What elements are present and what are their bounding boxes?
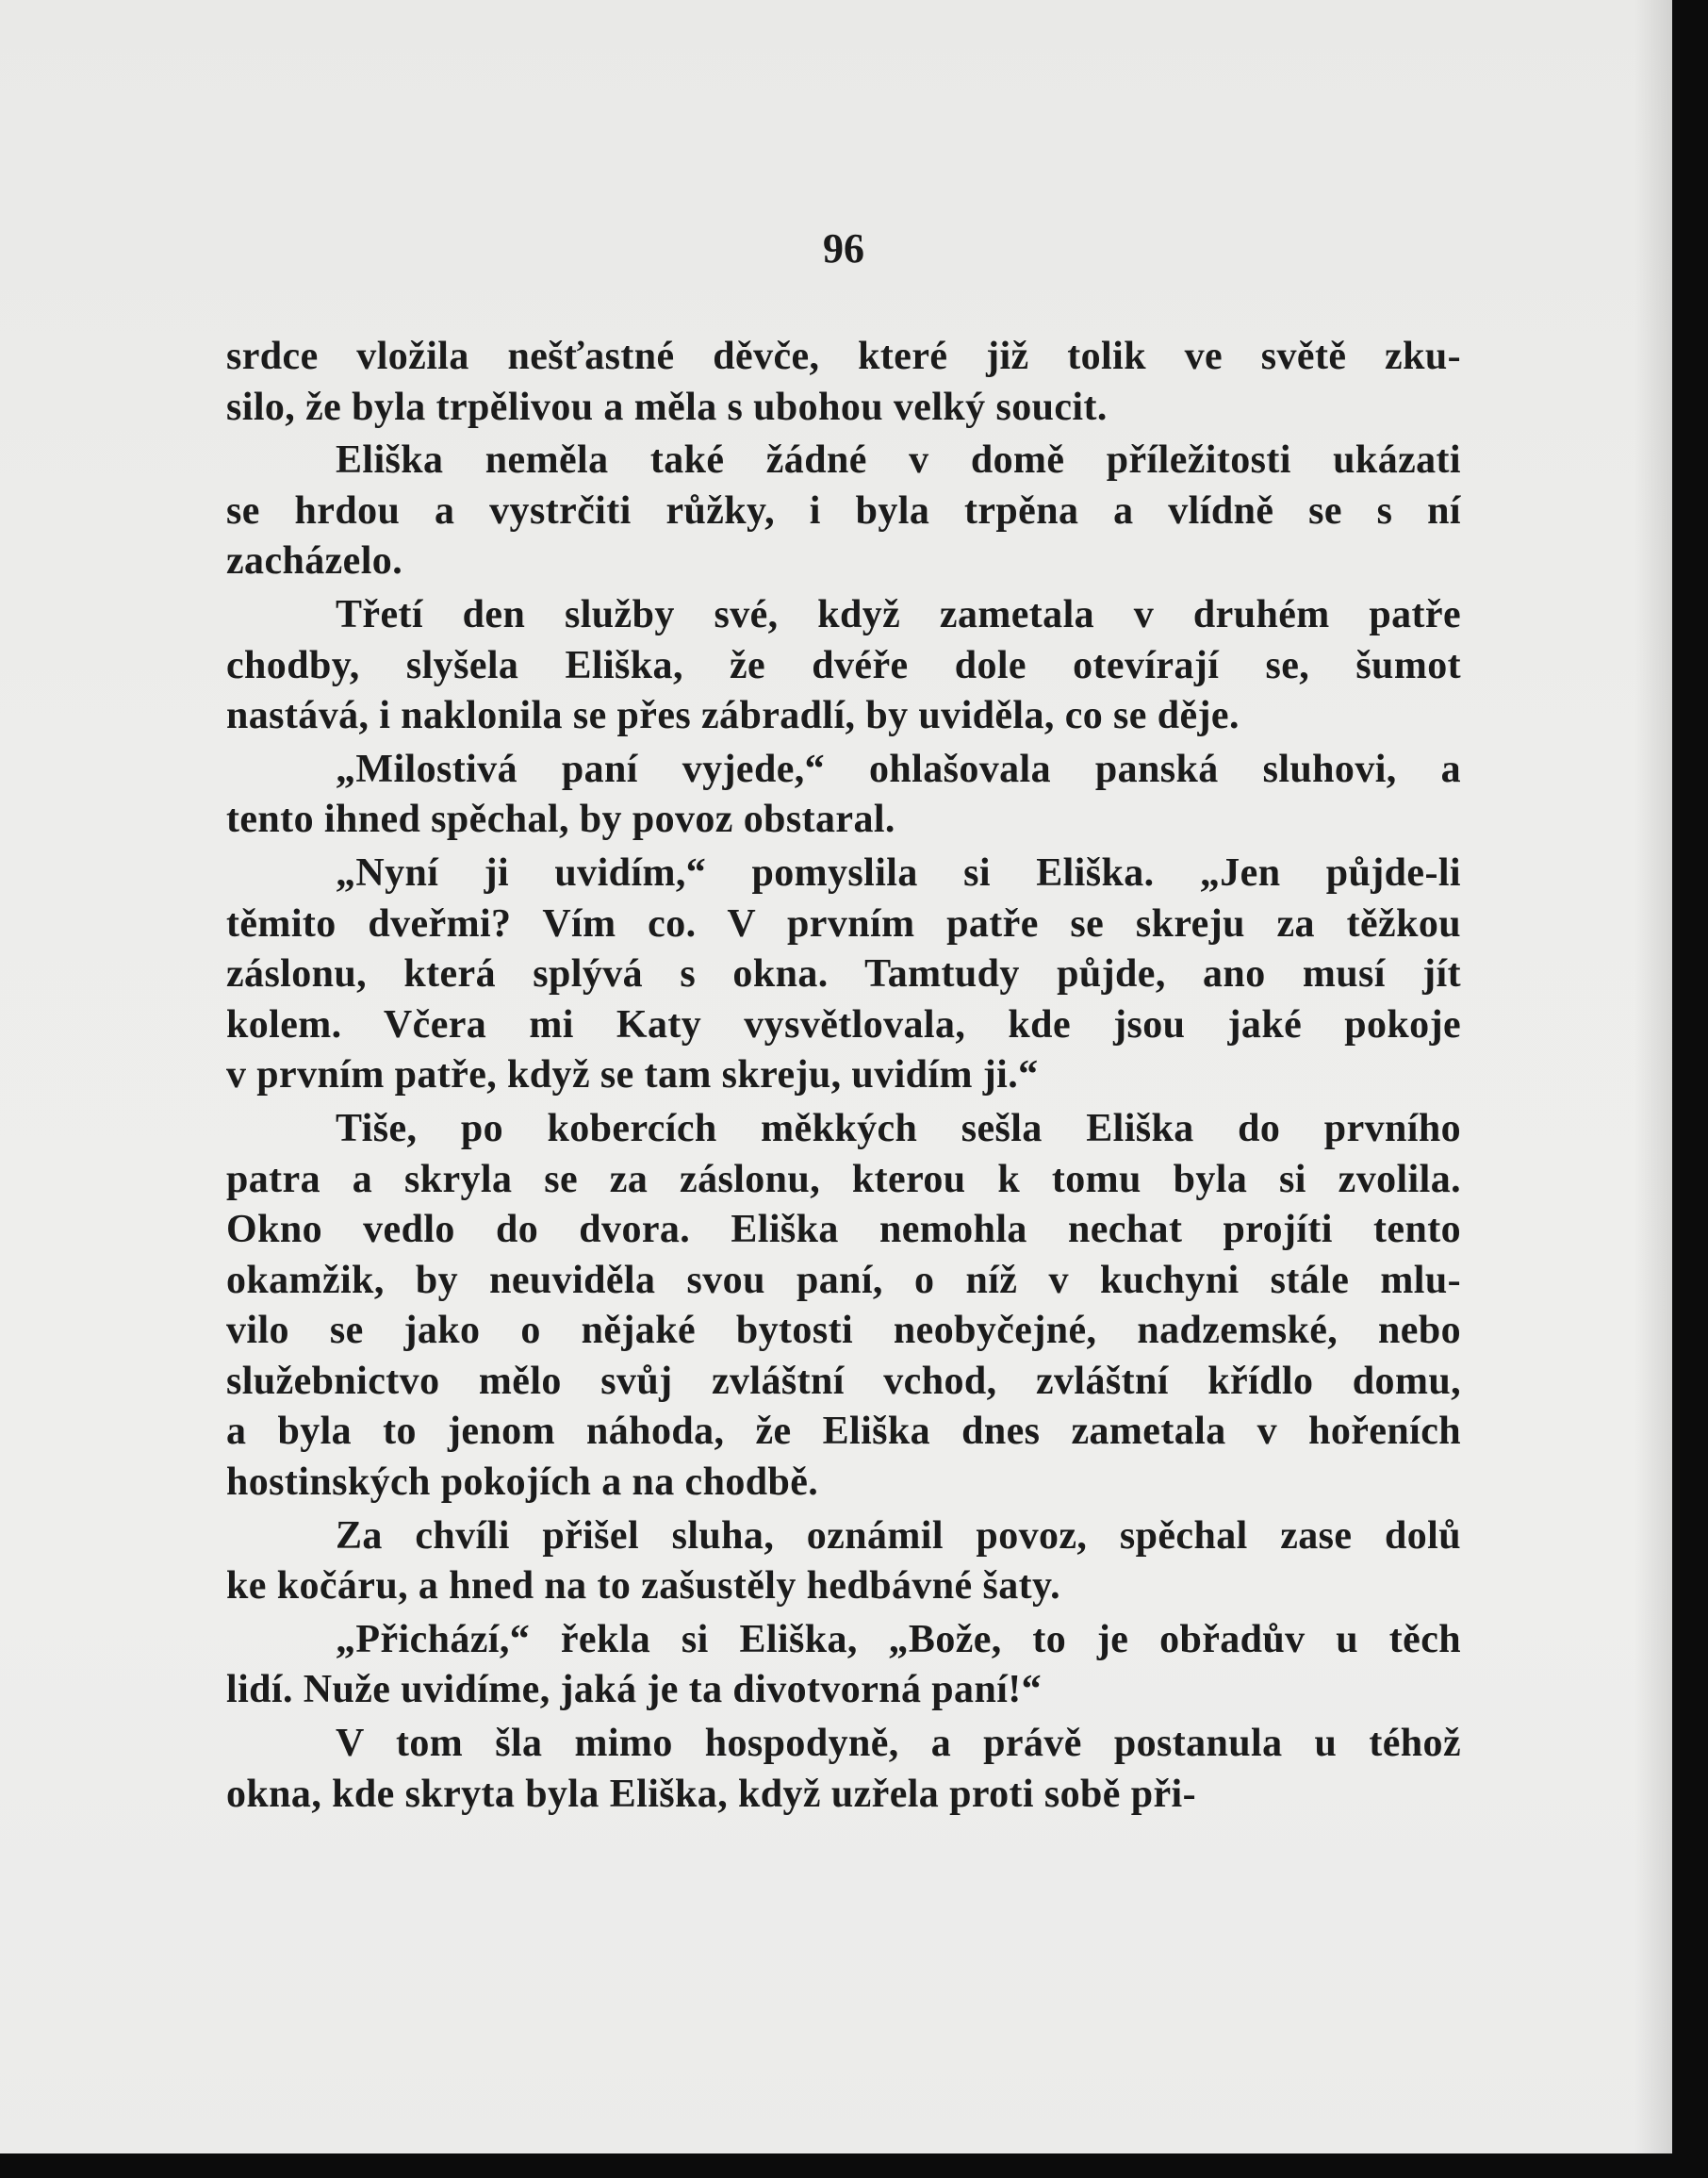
text-line: v prvním patře, když se tam skreju, uvidím ji.“ (226, 1053, 1039, 1097)
paragraph (226, 849, 1461, 1101)
scan-border-right (1672, 0, 1708, 2178)
paragraph (226, 590, 1461, 742)
text-line: hostinských pokojích a na chodbě. (226, 1460, 819, 1505)
page-number: 96 (823, 225, 864, 272)
text-line: Třetí den služby své, když zametala v druhém patře (336, 592, 1461, 636)
text-line: záslonu, která splývá s okna. Tamtudy půjde, ano musí jít (226, 952, 1461, 997)
text-line: ke kočáru, a hned na to zašustěly hedbávné šaty. (226, 1564, 1060, 1609)
text-line: „Přichází,“ řekla si Eliška, „Bože, to je obřadův u těch (336, 1617, 1461, 1661)
text-line: zacházelo. (226, 539, 403, 584)
text-line: V tom šla mimo hospodyně, a právě postanula u téhož (336, 1722, 1461, 1766)
text-line: a byla to jenom náhoda, že Eliška dnes zametala v hořeních (226, 1410, 1461, 1454)
text-line: vilo se jako o nějaké bytosti neobyčejné, nadzemské, nebo (226, 1309, 1461, 1353)
paragraph (226, 745, 1461, 846)
text-line: kolem. Včera mi Katy vysvětlovala, kde jsou jaké pokoje (226, 1002, 1461, 1047)
text-line: chodby, slyšela Eliška, že dvéře dole otevírají se, šumot (226, 643, 1461, 687)
body-text (226, 332, 1461, 1823)
text-line: „Milostivá paní vyjede,“ ohlašovala panská sluhovi, a (336, 747, 1461, 791)
text-line: Za chvíli přišel sluha, oznámil povoz, spěchal zase dolů (336, 1513, 1461, 1558)
paragraph (226, 1104, 1461, 1509)
text-line: lidí. Nuže uvidíme, jaká je ta divotvorná paní!“ (226, 1668, 1043, 1712)
paragraph (226, 332, 1461, 433)
paragraph (226, 1719, 1461, 1820)
paragraph (226, 1511, 1461, 1612)
text-line: patra a skryla se za záslonu, kterou k tomu byla si zvolila. (226, 1157, 1461, 1201)
paragraph (226, 436, 1461, 587)
text-line: Okno vedlo do dvora. Eliška nemohla nechat projíti tento (226, 1208, 1461, 1252)
text-line: okna, kde skryta byla Eliška, když uzřela proti sobě při- (226, 1772, 1196, 1816)
page-gutter-shadow (1634, 0, 1672, 2153)
paragraph (226, 1615, 1461, 1716)
text-line: těmito dveřmi? Vím co. V prvním patře se skreju za těžkou (226, 901, 1461, 946)
text-line: nastává, i naklonila se přes zábradlí, by uviděla, co se děje. (226, 694, 1240, 738)
text-line: Eliška neměla také žádné v domě příležitosti ukázati (336, 438, 1461, 483)
text-line: se hrdou a vystrčiti růžky, i byla trpěna a vlídně se s ní (226, 488, 1461, 533)
scan-border-bottom (0, 2153, 1708, 2178)
text-line: srdce vložila nešťastné děvče, které již tolik ve světě zku- (226, 335, 1461, 378)
text-line: služebnictvo mělo svůj zvláštní vchod, zvláštní křídlo domu, (226, 1359, 1461, 1403)
text-line: „Nyní ji uvidím,“ pomyslila si Eliška. „Jen půjde-li (336, 850, 1461, 895)
text-line: okamžik, by neuviděla svou paní, o níž v kuchyni stále mlu- (226, 1258, 1461, 1302)
text-line: silo, že byla trpělivou a měla s ubohou velký soucit. (226, 385, 1108, 429)
text-line: tento ihned spěchal, by povoz obstaral. (226, 798, 895, 842)
text-line: Tiše, po kobercích měkkých sešla Eliška do prvního (336, 1106, 1461, 1150)
